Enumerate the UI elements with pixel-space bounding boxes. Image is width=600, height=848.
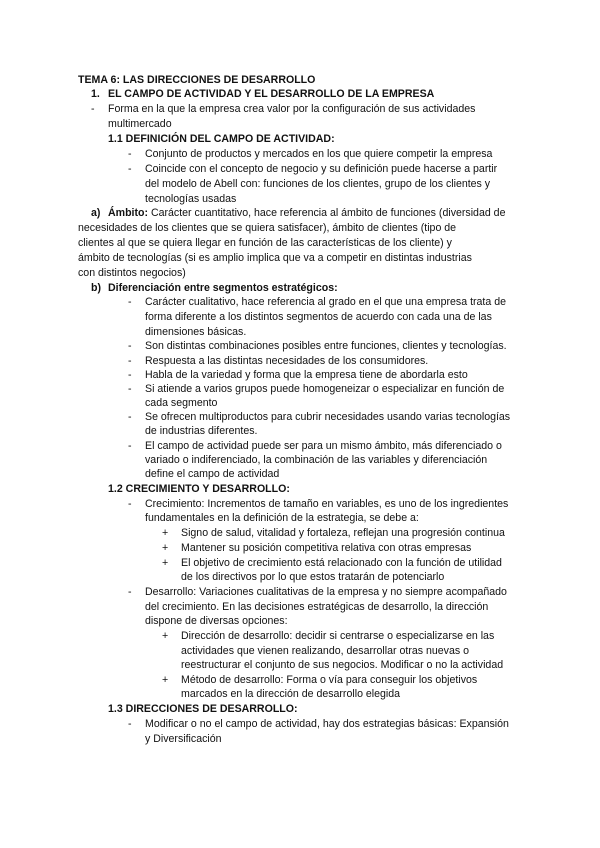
subsection-heading-1-1: 1.1 DEFINICIÓN DEL CAMPO DE ACTIVIDAD: bbox=[108, 133, 335, 145]
dash-marker: - bbox=[128, 296, 132, 308]
list-item: cada segmento bbox=[145, 397, 218, 409]
dash-marker: - bbox=[128, 498, 132, 510]
list-item: Habla de la variedad y forma que la empresa tiene de abordarla esto bbox=[145, 369, 468, 381]
dash-marker: - bbox=[128, 586, 132, 598]
sub-list-item: marcados en la dirección de desarrollo elegida bbox=[181, 688, 401, 700]
list-item: variado o indiferenciado, la combinación de las variables y diferenciación bbox=[145, 454, 488, 466]
item-marker-b: b) bbox=[91, 282, 101, 294]
plus-marker: + bbox=[162, 527, 169, 539]
ambito-paragraph-line: ámbito de tecnologías (si es amplio implica que va a competir en distintas industrias bbox=[78, 252, 472, 264]
dash-marker: - bbox=[128, 383, 132, 395]
intro-line: Forma en la que la empresa crea valor por la configuración de sus actividades bbox=[108, 103, 476, 115]
dash-marker: - bbox=[128, 148, 132, 160]
sub-list-item: Método de desarrollo: Forma o vía para conseguir los objetivos bbox=[181, 674, 478, 686]
list-item: dispone de diversas opciones: bbox=[145, 615, 288, 627]
plus-marker: + bbox=[162, 542, 169, 554]
list-item: define el campo de actividad bbox=[145, 468, 280, 480]
list-item: del crecimiento. En las decisiones estratégicas de desarrollo, la dirección bbox=[145, 601, 489, 613]
plus-marker: + bbox=[162, 674, 169, 686]
list-item: Se ofrecen multiproductos para cubrir necesidades usando varias tecnologías bbox=[145, 411, 511, 423]
list-item: y Diversificación bbox=[145, 733, 222, 745]
list-item: dimensiones básicas. bbox=[145, 326, 247, 338]
sub-list-item: Dirección de desarrollo: decidir si centrarse o especializarse en las bbox=[181, 630, 495, 642]
dash-marker: - bbox=[128, 355, 132, 367]
sub-list-item: Signo de salud, vitalidad y fortaleza, reflejan una progresión continua bbox=[181, 527, 505, 539]
dash-marker: - bbox=[128, 411, 132, 423]
sub-list-item: actividades que vienen realizando, desarrollar otras nuevas o bbox=[181, 645, 469, 657]
item-marker-a: a) bbox=[91, 207, 101, 219]
list-item: Desarrollo: Variaciones cualitativas de la empresa y no siempre acompañado bbox=[145, 586, 507, 598]
list-item: Respuesta a las distintas necesidades de los consumidores. bbox=[145, 355, 429, 367]
sub-list-item: El objetivo de crecimiento está relacionado con la función de utilidad bbox=[181, 557, 502, 569]
sub-list-item: de los directivos por lo que estos tratarán de potenciarlo bbox=[181, 571, 445, 583]
dash-marker: - bbox=[91, 103, 95, 115]
dash-marker: - bbox=[128, 718, 132, 730]
section-number: 1. bbox=[91, 88, 100, 100]
list-item: El campo de actividad puede ser para un mismo ámbito, más diferenciado o bbox=[145, 440, 502, 452]
ambito-paragraph-line: con distintos negocios) bbox=[78, 267, 186, 279]
list-item: del modelo de Abell con: funciones de los clientes, grupo de los clientes y bbox=[145, 178, 491, 190]
plus-marker: + bbox=[162, 557, 169, 569]
intro-line: multimercado bbox=[108, 118, 172, 130]
dash-marker: - bbox=[128, 340, 132, 352]
dash-marker: - bbox=[128, 163, 132, 175]
plus-marker: + bbox=[162, 630, 169, 642]
section-heading: EL CAMPO DE ACTIVIDAD Y EL DESARROLLO DE LA EMPRESA bbox=[108, 88, 435, 100]
ambito-paragraph-line: clientes al que se quiera llegar en función de las características de los cliente) y bbox=[78, 237, 452, 249]
list-item: Carácter cualitativo, hace referencia al grado en el que una empresa trata de bbox=[145, 296, 506, 308]
subsection-heading-1-3: 1.3 DIRECCIONES DE DESARROLLO: bbox=[108, 703, 298, 715]
subsection-heading-1-2: 1.2 CRECIMIENTO Y DESARROLLO: bbox=[108, 483, 290, 495]
ambito-term: Ámbito: bbox=[108, 207, 149, 219]
diferenciacion-heading: Diferenciación entre segmentos estratégicos: bbox=[108, 282, 338, 294]
dash-marker: - bbox=[128, 369, 132, 381]
list-item: Si atiende a varios grupos puede homogeneizar o especializar en función de bbox=[145, 383, 505, 395]
list-item: tecnologías usadas bbox=[145, 193, 237, 205]
sub-list-item: Mantener su posición competitiva relativa con otras empresas bbox=[181, 542, 472, 554]
list-item: Modificar o no el campo de actividad, hay dos estrategias básicas: Expansión bbox=[145, 718, 509, 730]
list-item: Son distintas combinaciones posibles entre funciones, clientes y tecnologías. bbox=[145, 340, 507, 352]
ambito-paragraph-line: necesidades de los clientes que se quiera satisfacer), ámbito de clientes (tipo de bbox=[78, 222, 457, 234]
document-title: TEMA 6: LAS DIRECCIONES DE DESARROLLO bbox=[78, 74, 316, 86]
list-item: de industrias diferentes. bbox=[145, 425, 258, 437]
list-item: Crecimiento: Incrementos de tamaño en variables, es uno de los ingredientes bbox=[145, 498, 509, 510]
list-item: forma diferente a los distintos segmentos de acuerdo con cada una de las bbox=[145, 311, 492, 323]
sub-list-item: reestructurar el conjunto de sus negocios. Modificar o no la actividad bbox=[181, 659, 504, 671]
ambito-paragraph-line: Ámbito: Carácter cuantitativo, hace referencia al ámbito de funciones (diversidad de bbox=[108, 207, 506, 219]
list-item: Conjunto de productos y mercados en los que quiere competir la empresa bbox=[145, 148, 493, 160]
dash-marker: - bbox=[128, 440, 132, 452]
list-item: fundamentales en la definición de la estrategia, se debe a: bbox=[145, 512, 419, 524]
list-item: Coincide con el concepto de negocio y su definición puede hacerse a partir bbox=[145, 163, 498, 175]
